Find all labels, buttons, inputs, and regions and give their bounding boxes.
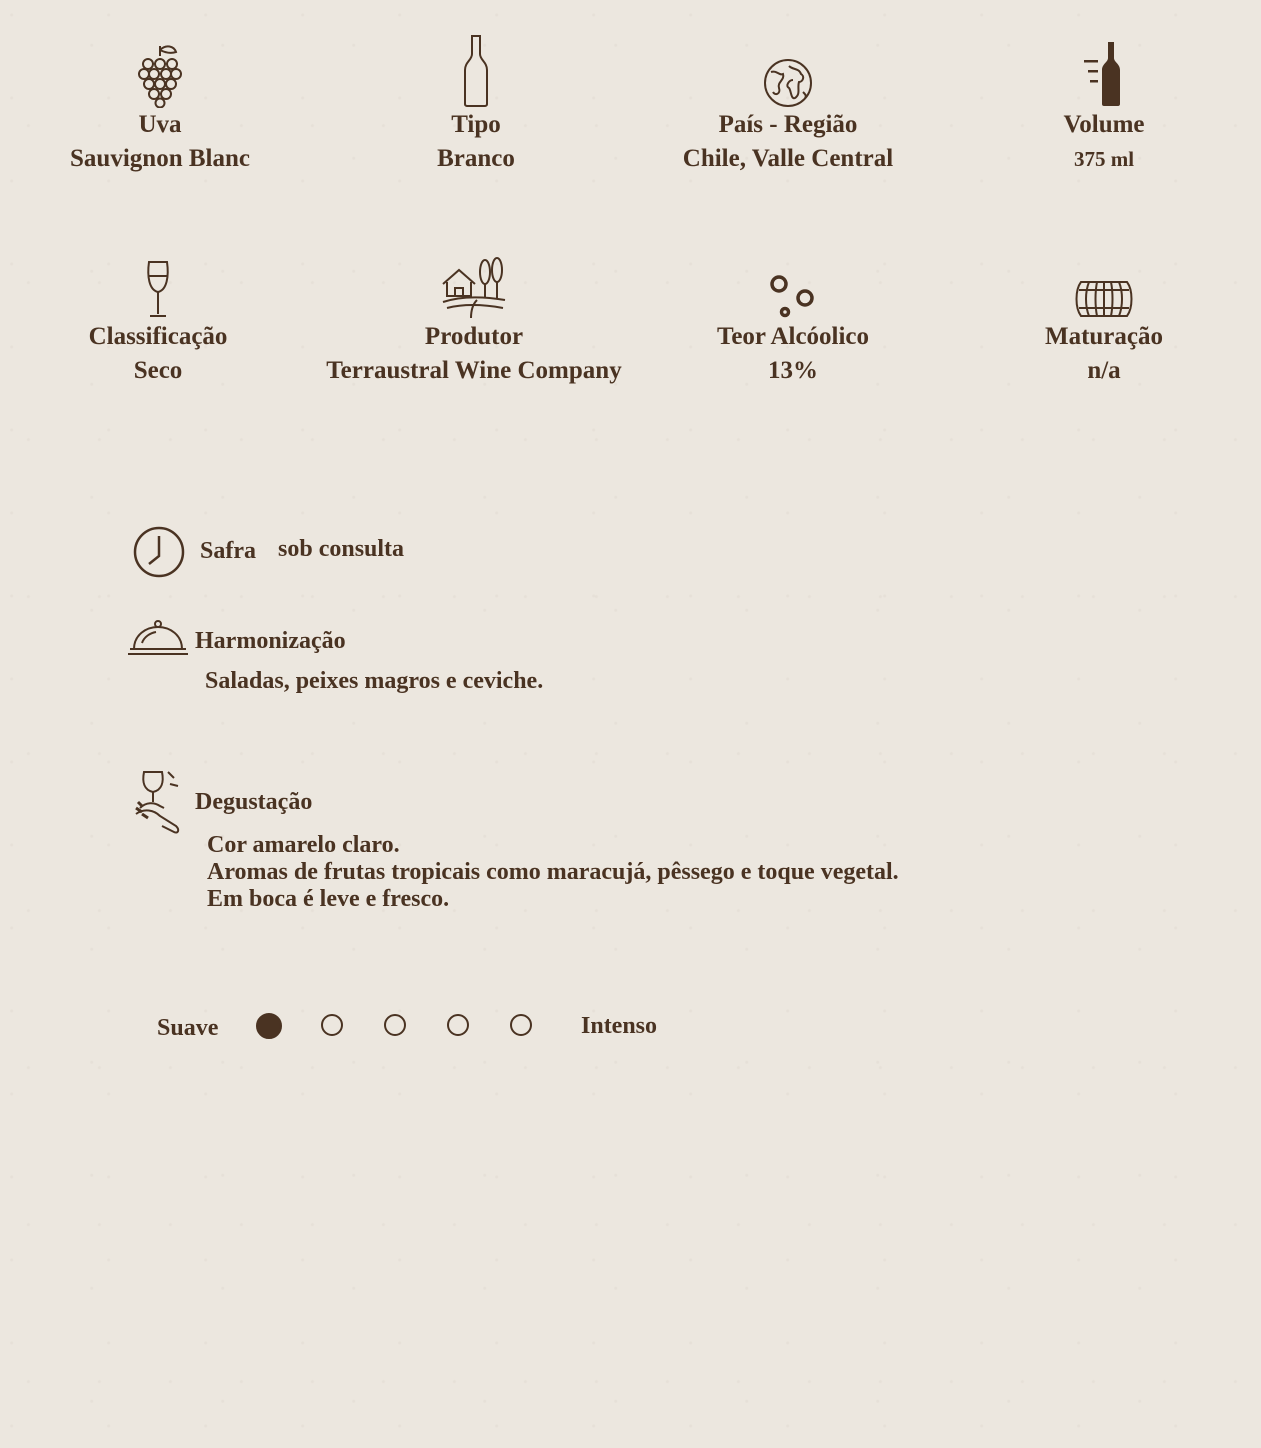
intensity-dot-empty	[510, 1014, 532, 1036]
spec-teor	[623, 242, 963, 388]
spec-label: Maturação	[1044, 323, 1164, 350]
harmonizacao-label: Harmonização	[195, 628, 346, 654]
degustacao-line: Em boca é leve e fresco.	[207, 886, 450, 912]
spec-label: Tipo	[451, 111, 501, 138]
bottle-outline-icon	[306, 30, 646, 108]
spec-tipo	[306, 30, 646, 176]
globe-icon	[618, 30, 958, 108]
spec-value: 13%	[768, 357, 818, 384]
spec-value: Sauvignon Blanc	[70, 145, 250, 172]
safra-label: Safra	[200, 538, 256, 564]
degustacao-line: Cor amarelo claro.	[207, 832, 400, 858]
spec-produtor	[304, 242, 644, 388]
degustacao-label: Degustação	[195, 789, 313, 815]
spec-value: Seco	[133, 357, 183, 384]
spec-pais	[618, 30, 958, 176]
bubbles-icon	[623, 242, 963, 320]
spec-label: Uva	[138, 111, 182, 138]
vineyard-icon	[304, 242, 644, 320]
spec-classificacao	[0, 242, 328, 388]
barrel-icon	[934, 242, 1261, 320]
intensity-left-label: Suave	[157, 1015, 219, 1041]
spec-value: Terraustral Wine Company	[326, 357, 622, 384]
spec-label: Volume	[1063, 111, 1145, 138]
clock-icon	[133, 526, 185, 578]
spec-value: 375 ml	[1073, 147, 1135, 171]
spec-label: Teor Alcóolico	[716, 323, 870, 350]
spec-value: Chile, Valle Central	[682, 145, 894, 172]
spec-volume	[934, 30, 1261, 176]
intensity-right-label: Intenso	[581, 1013, 658, 1039]
spec-value: Branco	[437, 145, 515, 172]
safra-value: sob consulta	[278, 536, 405, 562]
spec-value: n/a	[1087, 357, 1121, 384]
wine-glass-icon	[0, 242, 328, 320]
intensity-dot-filled	[256, 1013, 282, 1039]
spec-label: País - Região	[718, 111, 858, 138]
intensity-dot-empty	[321, 1014, 343, 1036]
spec-label: Classificação	[88, 323, 228, 350]
intensity-dot-empty	[447, 1014, 469, 1036]
bottle-volume-icon	[934, 30, 1261, 108]
cloche-icon	[128, 619, 188, 657]
spec-label: Produtor	[424, 323, 524, 350]
spec-maturacao	[934, 242, 1261, 388]
grape-icon	[0, 30, 330, 108]
degustacao-notes	[207, 832, 899, 913]
harmonizacao-text: Saladas, peixes magros e ceviche.	[205, 668, 544, 694]
tasting-hand-icon	[134, 768, 182, 836]
intensity-dot-empty	[384, 1014, 406, 1036]
degustacao-line: Aromas de frutas tropicais como maracujá, pêssego e toque vegetal.	[207, 859, 899, 885]
spec-uva	[0, 30, 330, 176]
